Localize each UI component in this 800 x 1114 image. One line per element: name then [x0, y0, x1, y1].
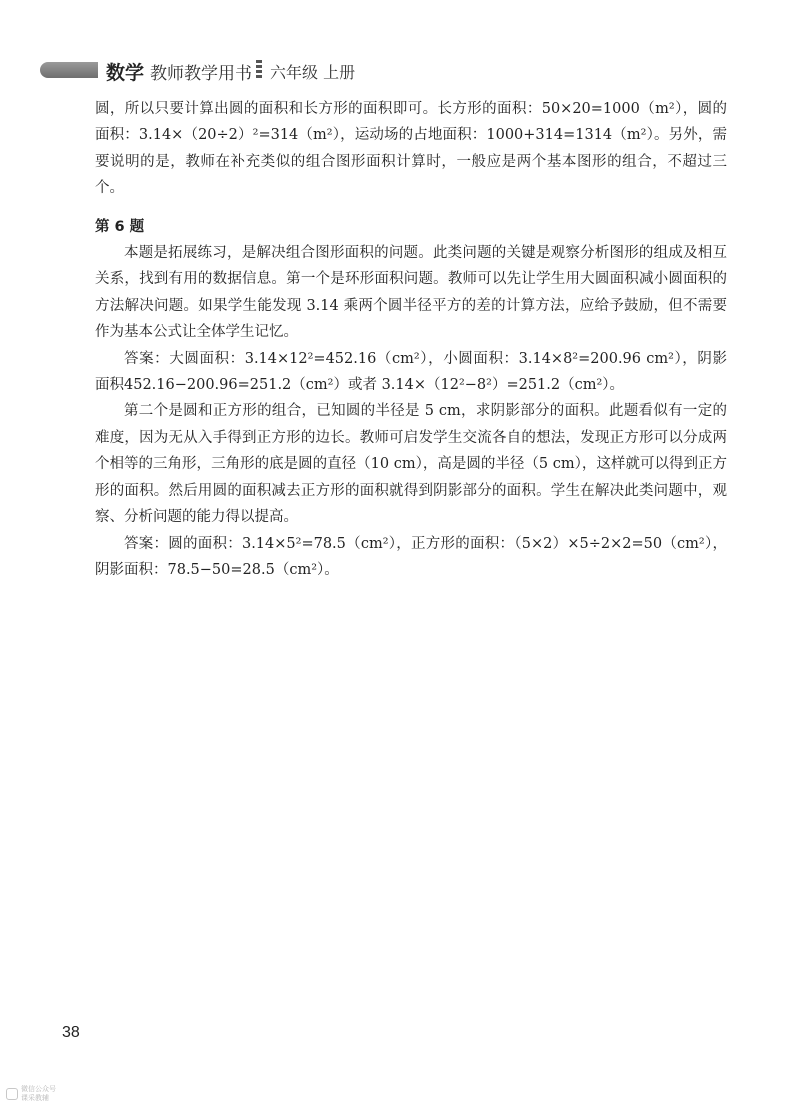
page-number: 38	[62, 1024, 80, 1041]
header-subject: 数学	[106, 62, 145, 84]
watermark	[6, 1085, 56, 1103]
header-book-title: 教师教学用书	[150, 64, 252, 84]
section-paragraph: 本题是拓展练习，是解决组合图形面积的问题。此类问题的关键是观察分析图形的组成及相互关系，找到有用的数据信息。第一个是环形面积问题。教师可以先让学生用大圆面积减小圆面积的方法解决问题。如果学生能发现 3.14 乘两个圆半径平方的差的计算方法，应给予鼓励，但不需要作为基本公式让全体学生记忆。	[95, 245, 727, 341]
watermark-line: 课采教辅	[21, 1094, 49, 1102]
header-decoration-tab	[40, 62, 98, 78]
watermark-logo-icon	[6, 1088, 18, 1100]
answer-paragraph: 答案：大圆面积：3.14×12²=452.16（cm²），小圆面积：3.14×8²=200.96 cm²），阴影面积452.16−200.96=251.2（cm²）或者 3.14×（12²−8²）=251.2（cm²）。	[95, 350, 727, 394]
section-paragraph: 第二个是圆和正方形的组合，已知圆的半径是 5 cm，求阴影部分的面积。此题看似有一定的难度，因为无从入手得到正方形的边长。教师可启发学生交流各自的想法，发现正方形可以分成两个相等的三角形，三角形的底是圆的直径（10 cm），高是圆的半径（5 cm），这样就可以得到正方形的面积。然后用圆的面积减去正方形的面积就得到阴影部分的面积。学生在解决此类问题中，观察、分析问题的能力得以提高。	[95, 403, 727, 526]
page-content	[95, 96, 727, 583]
header-divider	[256, 60, 262, 80]
section-heading: 第 6 题	[95, 218, 145, 235]
header-grade: 六年级 上册	[270, 63, 356, 82]
watermark-line: 微信公众号	[21, 1085, 56, 1093]
continued-paragraph: 圆，所以只要计算出圆的面积和长方形的面积即可。长方形的面积：50×20=1000（m²），圆的面积：3.14×（20÷2）²=314（m²），运动场的占地面积：1000+314=1314（m²）。另外，需要说明的是，教师在补充类似的组合图形面积计算时，一般应是两个基本图形的组合，不超过三个。	[95, 101, 727, 197]
answer-paragraph: 答案：圆的面积：3.14×5²=78.5（cm²），正方形的面积：（5×2）×5÷2×2=50（cm²），阴影面积：78.5−50=28.5（cm²）。	[95, 535, 727, 578]
